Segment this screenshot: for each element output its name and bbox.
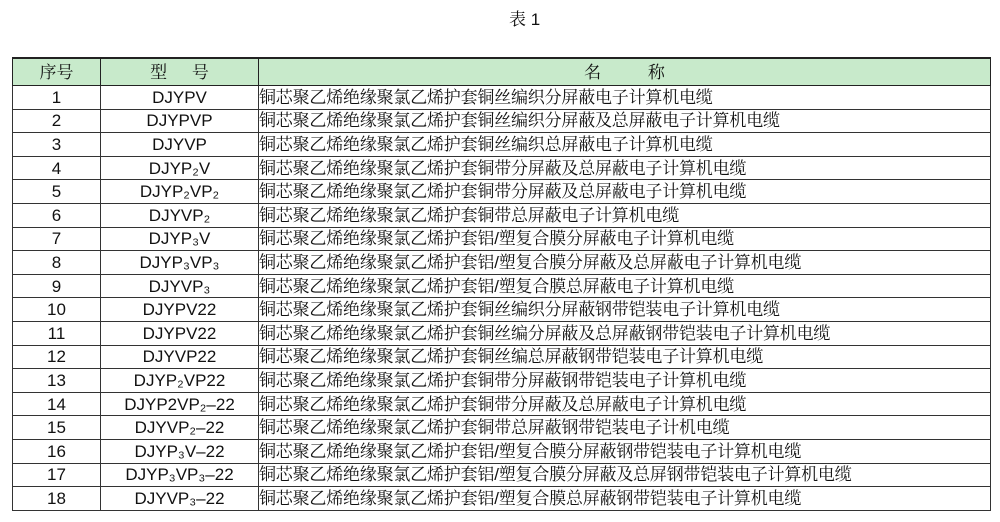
name-cell: 铜芯聚乙烯绝缘聚氯乙烯护套铜丝编分屏蔽及总屏蔽钢带铠装电子计算机电缆 <box>259 321 991 345</box>
serial-number-cell: 1 <box>13 86 101 110</box>
model-cell: DJYVP22 <box>101 345 259 369</box>
name-cell: 铜芯聚乙烯绝缘聚氯乙烯护套铜带分屏蔽钢带铠装电子计算机电缆 <box>259 369 991 393</box>
model-cell: DJYPVP <box>101 109 259 133</box>
serial-number-cell: 16 <box>13 439 101 463</box>
serial-number-cell: 2 <box>13 109 101 133</box>
header-name: 名 称 <box>259 58 991 86</box>
table-row <box>13 86 991 110</box>
serial-number-cell: 18 <box>13 487 101 511</box>
table-row <box>13 345 991 369</box>
model-cell: DJYVP₂ <box>101 203 259 227</box>
model-cell: DJYPV22 <box>101 321 259 345</box>
table-row <box>13 274 991 298</box>
table-row <box>13 180 991 204</box>
name-cell: 铜芯聚乙烯绝缘聚氯乙烯护套铜带分屏蔽及总屏蔽电子计算机电缆 <box>259 392 991 416</box>
table-row <box>13 416 991 440</box>
name-cell: 铜芯聚乙烯绝缘聚氯乙烯护套铝/塑复合膜分屏蔽钢带铠装电子计算机电缆 <box>259 439 991 463</box>
table-row <box>13 463 991 487</box>
serial-number-cell: 13 <box>13 369 101 393</box>
model-cell: DJYVP₃ <box>101 274 259 298</box>
cable-spec-table <box>12 57 991 511</box>
model-cell: DJYPV <box>101 86 259 110</box>
name-cell: 铜芯聚乙烯绝缘聚氯乙烯护套铜带总屏蔽钢带铠装电子计机电缆 <box>259 416 991 440</box>
serial-number-cell: 17 <box>13 463 101 487</box>
serial-number-cell: 3 <box>13 133 101 157</box>
table-row <box>13 369 991 393</box>
name-cell: 铜芯聚乙烯绝缘聚氯乙烯护套铜丝编织分屏蔽电子计算机电缆 <box>259 86 991 110</box>
serial-number-cell: 4 <box>13 156 101 180</box>
table-row <box>13 439 991 463</box>
model-cell: DJYVP₃–22 <box>101 487 259 511</box>
serial-number-cell: 6 <box>13 203 101 227</box>
serial-number-cell: 8 <box>13 251 101 275</box>
name-cell: 铜芯聚乙烯绝缘聚氯乙烯护套铝/塑复合膜分屏蔽电子计算机电缆 <box>259 227 991 251</box>
name-cell: 铜芯聚乙烯绝缘聚氯乙烯护套铝/塑复合膜总屏蔽钢带铠装电子计算机电缆 <box>259 487 991 511</box>
table-row <box>13 298 991 322</box>
name-cell: 铜芯聚乙烯绝缘聚氯乙烯护套铝/塑复合膜总屏蔽电子计算机电缆 <box>259 274 991 298</box>
serial-number-cell: 10 <box>13 298 101 322</box>
name-cell: 铜芯聚乙烯绝缘聚氯乙烯护套铜丝编织总屏蔽电子计算机电缆 <box>259 133 991 157</box>
model-cell: DJYP₃V <box>101 227 259 251</box>
name-cell: 铜芯聚乙烯绝缘聚氯乙烯护套铜带分屏蔽及总屏蔽电子计算机电缆 <box>259 156 991 180</box>
model-cell: DJYP₂VP22 <box>101 369 259 393</box>
model-cell: DJYVP₂–22 <box>101 416 259 440</box>
name-cell: 铜芯聚乙烯绝缘聚氯乙烯护套铜带分屏蔽及总屏蔽电子计算机电缆 <box>259 180 991 204</box>
table-row <box>13 251 991 275</box>
model-cell: DJYVP <box>101 133 259 157</box>
model-cell: DJYP₂V <box>101 156 259 180</box>
model-cell: DJYP₃VP₃–22 <box>101 463 259 487</box>
serial-number-cell: 9 <box>13 274 101 298</box>
serial-number-cell: 15 <box>13 416 101 440</box>
serial-number-cell: 12 <box>13 345 101 369</box>
table-row <box>13 321 991 345</box>
serial-number-cell: 5 <box>13 180 101 204</box>
model-cell: DJYP₃V–22 <box>101 439 259 463</box>
header-model: 型 号 <box>101 58 259 86</box>
table-row <box>13 133 991 157</box>
name-cell: 铜芯聚乙烯绝缘聚氯乙烯护套铝/塑复合膜分屏蔽及总屏蔽电子计算机电缆 <box>259 251 991 275</box>
table-row <box>13 227 991 251</box>
model-cell: DJYP₃VP₃ <box>101 251 259 275</box>
table-row <box>13 109 991 133</box>
serial-number-cell: 14 <box>13 392 101 416</box>
name-cell: 铜芯聚乙烯绝缘聚氯乙烯护套铜丝编织分屏蔽及总屏蔽电子计算机电缆 <box>259 109 991 133</box>
header-row <box>13 58 991 86</box>
serial-number-cell: 7 <box>13 227 101 251</box>
table-row <box>13 156 991 180</box>
header-serial-number: 序号 <box>13 58 101 86</box>
name-cell: 铜芯聚乙烯绝缘聚氯乙烯护套铜丝编总屏蔽钢带铠装电子计算机电缆 <box>259 345 991 369</box>
model-cell: DJYPV22 <box>101 298 259 322</box>
name-cell: 铜芯聚乙烯绝缘聚氯乙烯护套铜丝编织分屏蔽钢带铠装电子计算机电缆 <box>259 298 991 322</box>
model-cell: DJYP2VP₂–22 <box>101 392 259 416</box>
table-row <box>13 487 991 511</box>
table-row <box>13 392 991 416</box>
name-cell: 铜芯聚乙烯绝缘聚氯乙烯护套铜带总屏蔽电子计算机电缆 <box>259 203 991 227</box>
table-row <box>13 203 991 227</box>
table-header <box>13 58 991 86</box>
table-body <box>13 86 991 511</box>
model-cell: DJYP₂VP₂ <box>101 180 259 204</box>
table-caption: 表 1 <box>509 10 541 29</box>
serial-number-cell: 11 <box>13 321 101 345</box>
name-cell: 铜芯聚乙烯绝缘聚氯乙烯护套铝/塑复合膜分屏蔽及总屏钢带铠装电子计算机电缆 <box>259 463 991 487</box>
